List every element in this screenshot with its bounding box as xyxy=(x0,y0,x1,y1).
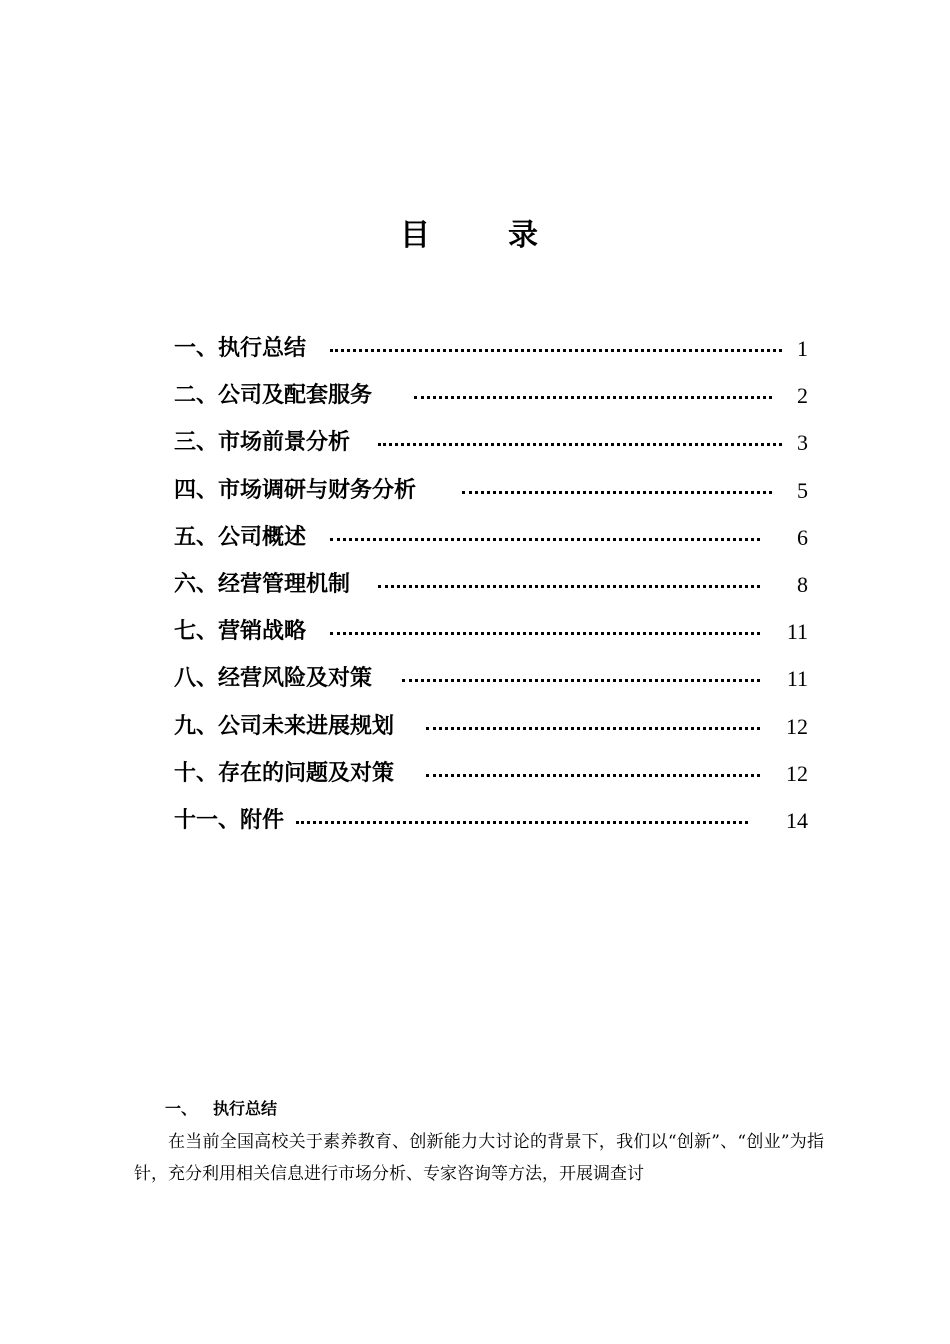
toc-entry-label: 十一、附件 xyxy=(174,807,285,833)
toc-entry-page: 11 xyxy=(786,619,808,645)
section-title: 执行总结 xyxy=(213,1099,278,1118)
toc-entry-label: 一、执行总结 xyxy=(174,336,307,361)
toc-leader-dots xyxy=(426,727,760,730)
toc-entry-label: 十、存在的问题及对策 xyxy=(174,760,395,786)
toc-title: 目 录 xyxy=(400,218,562,253)
toc-entry-label: 五、公司概述 xyxy=(174,524,307,550)
toc-entry-label: 三、市场前景分析 xyxy=(174,430,351,456)
toc-entry-page: 12 xyxy=(786,713,808,739)
toc-entry-page: 3 xyxy=(797,430,808,456)
toc-entry[interactable] xyxy=(174,708,808,755)
toc-entry[interactable] xyxy=(174,802,808,849)
toc-entry-page: 6 xyxy=(797,524,808,550)
toc-entry-page: 2 xyxy=(797,383,808,409)
toc-leader-dots xyxy=(378,443,782,446)
toc-leader-dots xyxy=(330,349,782,352)
toc-entry-label: 六、经营管理机制 xyxy=(174,571,351,597)
toc-entry[interactable] xyxy=(174,660,808,707)
toc-leader-dots xyxy=(330,538,760,541)
section-heading xyxy=(165,1096,277,1119)
toc-entry[interactable] xyxy=(174,566,808,613)
toc-entry-label: 四、市场调研与财务分析 xyxy=(174,477,417,503)
section-number: 一、 xyxy=(165,1099,198,1118)
toc-entry-page: 11 xyxy=(786,666,808,692)
table-of-contents xyxy=(174,330,808,849)
toc-entry[interactable] xyxy=(174,424,808,471)
toc-entry-label: 七、营销战略 xyxy=(174,619,307,645)
toc-entry-label: 八、经营风险及对策 xyxy=(174,666,373,692)
toc-entry[interactable] xyxy=(174,519,808,566)
toc-leader-dots xyxy=(462,491,772,494)
toc-entry[interactable] xyxy=(174,377,808,424)
toc-entry[interactable] xyxy=(174,330,808,377)
body-paragraph: 在当前全国高校关于素养教育、创新能力大讨论的背景下，我们以“创新”、“创业”为指针，充分利用相关信息进行市场分析、专家咨询等方法，开展调查讨 xyxy=(134,1132,824,1184)
toc-leader-dots xyxy=(296,821,748,824)
toc-entry-page: 12 xyxy=(786,760,808,786)
toc-leader-dots xyxy=(330,632,760,635)
toc-entry-page: 8 xyxy=(797,571,808,597)
toc-entry-page: 1 xyxy=(797,336,808,361)
toc-entry[interactable] xyxy=(174,472,808,519)
toc-leader-dots xyxy=(414,396,772,399)
toc-entry[interactable] xyxy=(174,613,808,660)
toc-leader-dots xyxy=(402,679,760,682)
toc-entry[interactable] xyxy=(174,755,808,802)
toc-entry-page: 5 xyxy=(797,477,808,503)
toc-leader-dots xyxy=(378,585,760,588)
toc-entry-label: 二、公司及配套服务 xyxy=(174,383,373,409)
toc-entry-page: 14 xyxy=(786,807,808,833)
toc-entry-label: 九、公司未来进展规划 xyxy=(174,713,395,739)
toc-leader-dots xyxy=(426,774,760,777)
